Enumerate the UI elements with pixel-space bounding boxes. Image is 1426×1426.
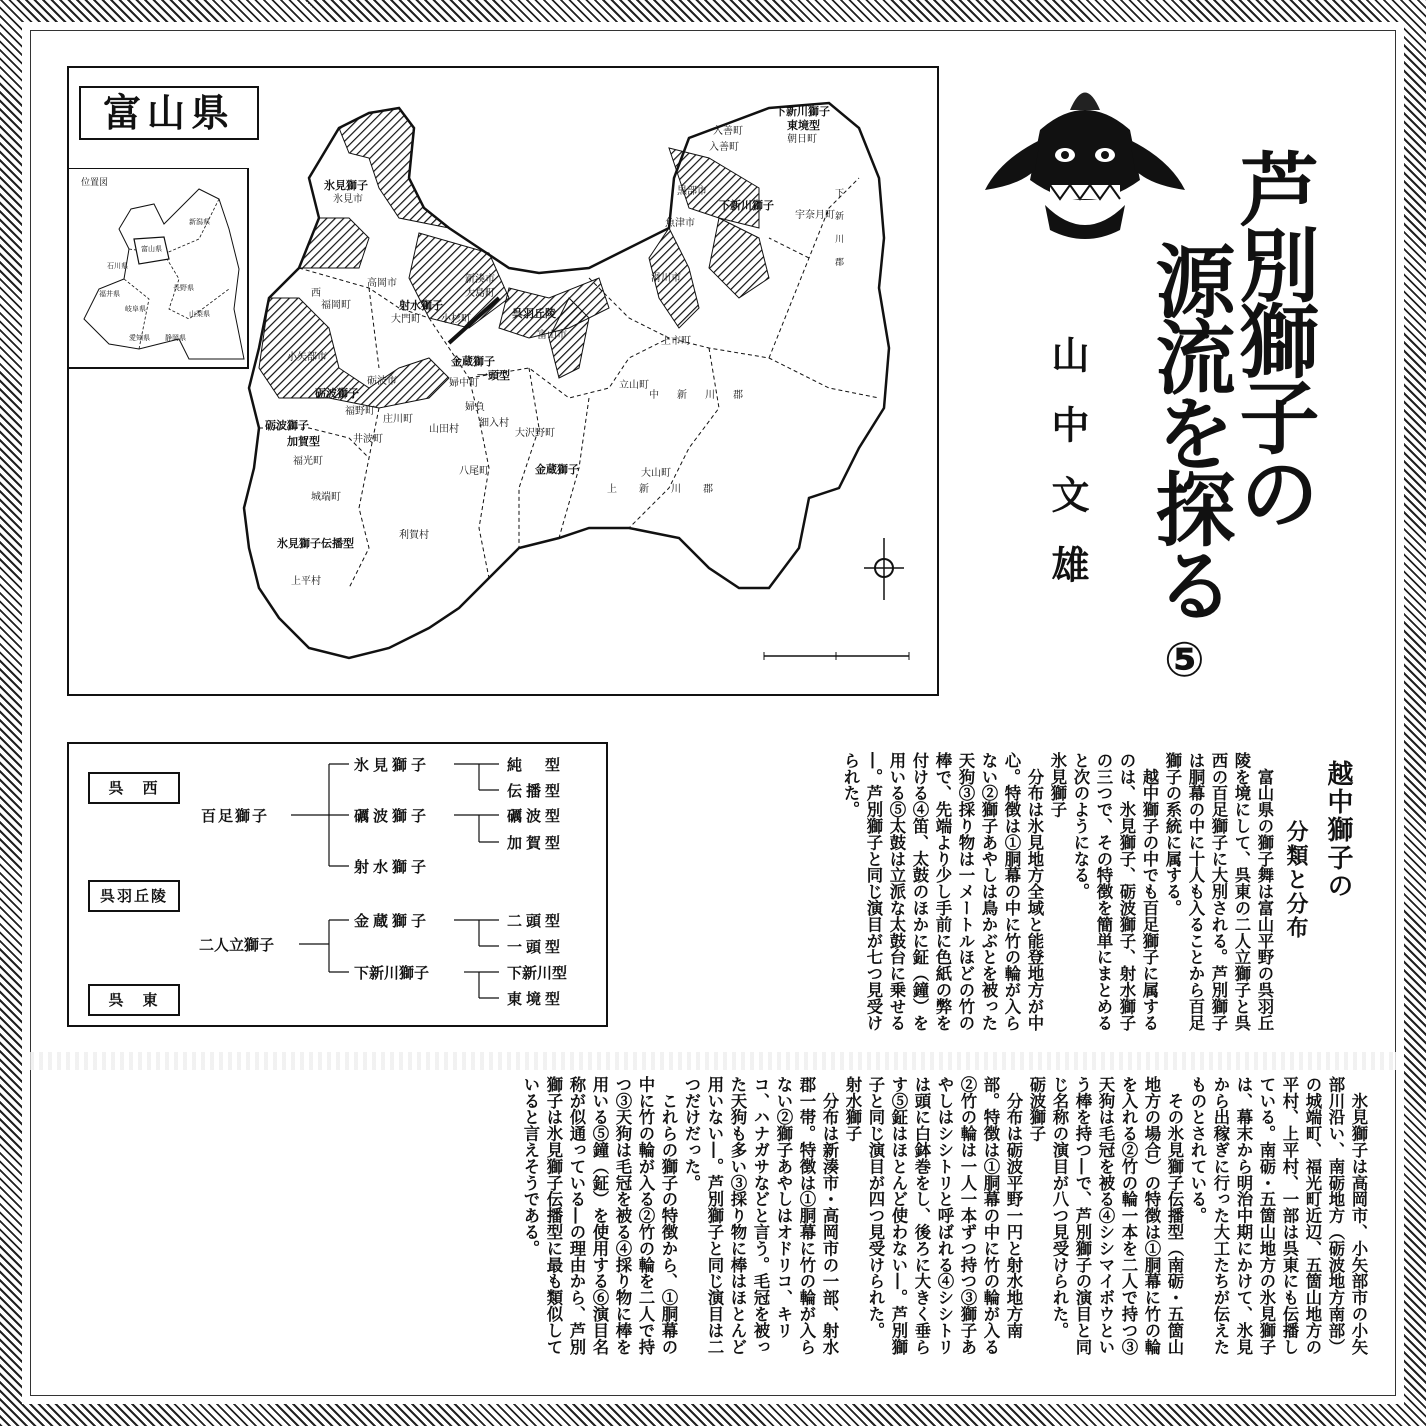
map-label-himi-denpa: 氷見獅子伝播型 bbox=[277, 537, 354, 550]
map-label-shimoniikawa: 下新川獅子 bbox=[775, 105, 830, 118]
town-label: 滑川市 bbox=[651, 273, 681, 284]
town-label: 利賀村 bbox=[399, 530, 429, 541]
district-label: 上新川郡 bbox=[607, 484, 735, 495]
inset-label: 石川県 bbox=[107, 262, 128, 270]
paragraph: 越中獅子の中でも百足獅子に属するのは、氷見獅子、砺波獅子、射水獅子の三つで、その特徴を簡単にまとめると次のようになる。 bbox=[1071, 752, 1159, 1031]
kind-tonami: 礪波獅子 bbox=[354, 807, 431, 825]
type-tonami: 礪波型 bbox=[507, 807, 565, 825]
town-label: 入善町 bbox=[713, 126, 743, 137]
town-label: 大門町 bbox=[391, 314, 421, 325]
paragraph: 分布は新湊市・高岡市の一部、射水郡一帯。特徴は①胴幕に竹の輪が入らない②獅子あやしはオドリコ、キリコ、ハナガサなどと言う。毛冠を被った天狗も多い③採り物に棒はほとんど用いない―。芦別獅子と同じ演目は二つだけだった。 bbox=[682, 1076, 839, 1355]
toyama-map bbox=[67, 66, 939, 696]
type-kaga: 加賀型 bbox=[507, 834, 565, 852]
town-label: 上平村 bbox=[291, 576, 321, 587]
section-head-imizu: 射水獅子 bbox=[843, 1076, 862, 1142]
town-label: 砺波市 bbox=[367, 376, 397, 387]
classification-diagram bbox=[67, 742, 608, 1027]
town-label: 新湊市 bbox=[465, 274, 495, 285]
town-label: 婦中町 bbox=[449, 378, 479, 389]
town-label: 小矢部市 bbox=[287, 352, 327, 363]
map-label-tonami-2: 砺波獅子 bbox=[265, 419, 309, 432]
title-line-1: 芦別獅子の bbox=[1226, 148, 1320, 528]
district-label: 下新川郡 bbox=[833, 188, 843, 280]
town-label: 大山町 bbox=[641, 468, 671, 479]
map-label-kaga: 加賀型 bbox=[287, 435, 320, 448]
compass bbox=[864, 538, 904, 600]
paragraph: 氷見獅子は高岡市、小矢部市の小矢部川沿い、南砺地方（砺波地方南部）の城端町、福光町近辺、五箇山地方の平村、上平村、一部は呉東にも伝播している。南砺・五箇山地方の氷見獅子は、幕末から明治中期にかけて、氷見から出稼ぎに行った大工たちが伝えたものとされている。 bbox=[1188, 1076, 1368, 1355]
town-label: 入善町 bbox=[709, 142, 739, 153]
inset-label: 長野県 bbox=[173, 284, 194, 292]
type-shimoniikawa: 下新川型 bbox=[507, 964, 568, 982]
inset-label: 福井県 bbox=[99, 290, 120, 298]
town-label: 魚津市 bbox=[665, 218, 695, 229]
inset-label: 新潟県 bbox=[189, 218, 210, 226]
series-number: ⑤ bbox=[1164, 632, 1205, 688]
inset-title: 位置図 bbox=[81, 178, 109, 188]
town-label: 婦負 bbox=[465, 402, 485, 413]
town-label: 氷見市 bbox=[333, 194, 363, 205]
map-label-kureha-hill: 呉羽丘陵 bbox=[512, 307, 556, 320]
town-label: 城端町 bbox=[311, 492, 341, 503]
section-head-tonami: 砺波獅子 bbox=[1027, 1076, 1046, 1142]
title-line-2: 源流を探る bbox=[1142, 240, 1236, 620]
region-kureha: 呉羽丘陵 bbox=[88, 880, 180, 912]
kind-kanakura: 金蔵獅子 bbox=[354, 912, 431, 930]
inset-label: 静岡県 bbox=[165, 334, 186, 342]
town-label: 富山市 bbox=[537, 330, 567, 341]
type-jun: 純 型 bbox=[507, 756, 565, 774]
town-label: 細入村 bbox=[479, 418, 509, 429]
town-label: 大沢野町 bbox=[515, 428, 555, 439]
paragraph: その氷見獅子伝播型（南砺・五箇山地方の場合）の特徴は①胴幕に竹の輪を入れる②竹の輪一本を二人で持つ③天狗は毛冠を被る④シシマイボウという棒を持つ―で、芦別獅子の演目と同じ名称の演目が八つ見受けられた。 bbox=[1050, 1076, 1184, 1355]
map-label-himi-shishi: 氷見獅子 bbox=[324, 179, 368, 192]
paragraph: 分布は氷見地方全域と能登地方が中心。特徴は①胴幕の中に竹の輪が入らない②獅子あやしは鳥かぶとを被った天狗③採り物は一メートルほどの竹の棒で、先端より少し手前に色紙の弊を付ける④笛、太鼓のほかに鉦（鐘）を用いる⑤太鼓は立派な太鼓台に乗せる―。芦別獅子と同じ演目が七つ見受けられた。 bbox=[841, 752, 1044, 1031]
paragraph: 富山県の獅子舞は富山平野の呉羽丘陵を境にして、呉東の二人立獅子と呉西の百足獅子に大別される。芦別獅子は胴幕の中に十人も入ることから百足獅子の系統に属する。 bbox=[1163, 752, 1274, 1031]
kind-shimoniikawa: 下新川獅子 bbox=[354, 964, 430, 982]
town-label: 山田村 bbox=[429, 424, 459, 435]
inset-label: 山梨県 bbox=[189, 310, 210, 318]
town-label: 宇奈月町 bbox=[795, 210, 835, 221]
map-label-imizu-shishi: 射水獅子 bbox=[399, 299, 443, 312]
type-denpa: 伝播型 bbox=[507, 782, 565, 800]
map-label-kanakura-2: 金蔵獅子 bbox=[535, 463, 579, 476]
map-title: 富山県 bbox=[79, 86, 259, 140]
inset-label: 岐阜県 bbox=[125, 305, 146, 313]
town-label: 福野町 bbox=[345, 406, 375, 417]
paragraph: これらの獅子の特徴から、①胴幕の中に竹の輪が入る②竹の輪を二人で持つ③天狗は毛冠を被る④採り物に棒を用いる⑤鐘（鉦）を使用する⑥演目名称が似通っている―の理由から、芦別獅子は氷見獅子伝播型に最も類似していると言えそうである。 bbox=[521, 1076, 678, 1355]
town-label: 大島町 bbox=[465, 288, 495, 299]
town-label: 朝日町 bbox=[787, 134, 817, 145]
town-label: 福岡町 bbox=[321, 300, 351, 311]
town-label: 上市町 bbox=[661, 336, 691, 347]
type-nito: 二頭型 bbox=[507, 912, 565, 930]
article-top-block bbox=[636, 752, 1276, 1044]
town-label: 西 bbox=[311, 288, 321, 299]
town-label: 庄川町 bbox=[383, 414, 413, 425]
map-label-itto: 一頭型 bbox=[477, 369, 510, 382]
district-label: 中新川郡 bbox=[649, 390, 761, 401]
map-label-shimoniikawa-2: 下新川獅子 bbox=[719, 199, 774, 212]
author-name: 山中文雄 bbox=[1045, 335, 1089, 615]
town-label: 高岡市 bbox=[367, 278, 397, 289]
kind-imizu: 射水獅子 bbox=[354, 858, 431, 876]
paper-fold bbox=[30, 1052, 1396, 1070]
shishi-mask-image bbox=[980, 70, 1190, 250]
town-label: 井波町 bbox=[353, 434, 383, 445]
article-bottom-block bbox=[100, 1076, 1370, 1368]
section-head-himi: 氷見獅子 bbox=[1048, 752, 1067, 818]
town-label: 小杉町 bbox=[441, 314, 471, 325]
map-label-kanakura: 金蔵獅子 bbox=[451, 355, 495, 368]
map-label-higashizakai: 東境型 bbox=[787, 119, 820, 132]
region-kusei: 呉 西 bbox=[88, 772, 180, 804]
town-label: 黒部市 bbox=[677, 186, 707, 197]
group-futari: 二人立獅子 bbox=[199, 936, 275, 954]
town-label: 立山町 bbox=[619, 380, 649, 391]
kind-himi: 氷見獅子 bbox=[354, 756, 431, 774]
map-label-tonami: 砺波獅子 bbox=[315, 387, 359, 400]
article-heading: 越中獅子の bbox=[1323, 760, 1353, 900]
town-label: 八尾町 bbox=[459, 466, 489, 477]
inset-label: 富山県 bbox=[141, 245, 162, 253]
type-higashizakai: 東境型 bbox=[507, 990, 565, 1008]
inset-label: 愛知県 bbox=[129, 334, 150, 342]
region-kuto: 呉 東 bbox=[88, 984, 180, 1016]
article-subheading: 分類と分布 bbox=[1283, 820, 1308, 940]
group-mukade: 百足獅子 bbox=[201, 807, 270, 825]
type-itto: 一頭型 bbox=[507, 938, 565, 956]
paragraph: 分布は砺波平野一円と射水地方南部。特徴は①胴幕の中に竹の輪が入る②竹の輪は一人一本ずつ持つ③獅子あやしはシシトリと呼ばれる④シシトリは頭に白鉢巻をし、後ろに大きく垂らす⑤鉦はほとんど使わない―。芦別獅子と同じ演目が四つ見受けられた。 bbox=[866, 1076, 1023, 1355]
town-label: 福光町 bbox=[293, 456, 323, 467]
